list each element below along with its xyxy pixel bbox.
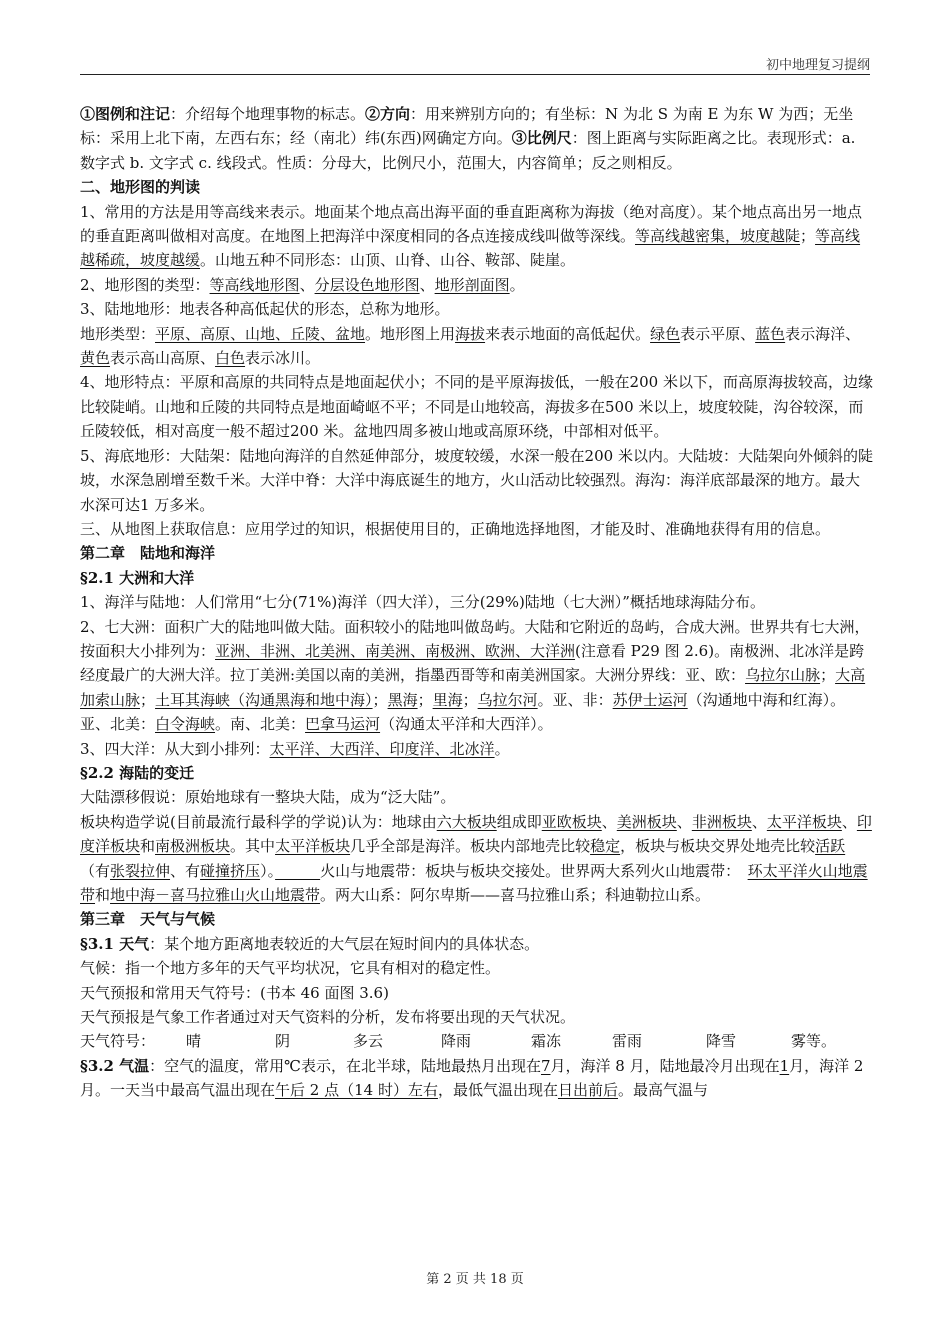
underlined-text: 绿色 [650,324,681,343]
underlined-text: 1 [779,1056,790,1075]
section-heading-2-1: §2.1 大洲和大洋 [80,568,195,587]
paragraph-landform-features [80,370,874,443]
weather-symbols-label: 天气符号： [80,1032,156,1051]
paragraph-map-information [80,517,874,541]
text-run: 三、从地图上获取信息：应用学过的知识，根据使用目的，正确地选择地图，才能及时、准确地获得有用的信息。 [80,519,831,538]
underlined-text: 大高加索山脉 [80,666,866,709]
text-run: ，板块与板块交界处地壳比较 [620,837,816,856]
text-run: 和 [95,886,111,904]
underlined-text: 地中海－喜马拉雅山火山地震带 [110,886,321,904]
paragraph-landform-types [80,322,874,371]
text-run: 地形类型： [80,324,156,343]
text-run: 和 [140,837,156,856]
text-run: 2、七大洲：面积广大的陆地叫做大陆。面积较小的陆地叫做岛屿。大陆和它附近的岛屿，合成大洲。世界共有七大洲，按面积大小排列为： [80,617,870,660]
weather-symbols-line [80,1029,874,1053]
text-run: ：用来辨别方向的；有坐标：N 为北 S 为南 E 为东 W 为西；无坐标：采用上北下南，左西右东；经（南北）纬(东西)网确定方向。 [80,105,854,148]
text-run: 5、海底地形：大陆架：陆地向海洋的自然延伸部分，坡度较缓，水深一般在200 米以内。大陆坡：大陆架向外倾斜的陡坡，水深急剧增至数千米。大洋中脊：大洋中海底诞生的地方，火山活动比较强烈。海沟：海洋底部最深的地方。最大水深可达1 万多米。 [80,446,873,514]
underlined-text: 土耳其海峡（沟通黑海和地中海） [155,690,373,709]
paragraph-map-types [80,273,874,297]
text-run: 。其中 [230,837,276,856]
underlined-text [275,862,320,880]
underlined-text: 地形剖面图 [434,275,510,294]
text-run: 表示海洋、 [785,324,861,343]
underlined-text: 稳定 [590,837,621,856]
text-run: 气候：指一个地方多年的天气平均状况，它具有相对的稳定性。 [80,959,501,978]
chapter-heading-3: 第三章 天气与气候 [80,910,216,929]
text-run: 天气预报是气象工作者通过对天气资料的分析，发布将要出现的天气状况。 [80,1008,576,1027]
text-run: 几乎全部是海洋。板块内部地壳比较 [350,837,591,856]
underlined-text: 太平洋板块 [275,837,351,856]
text-run: （沟通地中海和红海）。亚、北美： [80,690,846,734]
text-run: （沟通太平洋和大西洋）。 [380,715,553,734]
underlined-text: 巴拿马运河 [305,715,381,734]
text-run: 、 [676,812,692,831]
weather-symbol-overcast: 阴 [275,1032,291,1051]
paragraph-weather-definition [80,932,874,956]
section-heading-2-2: §2.2 海陆的变迁 [80,763,195,782]
weather-symbol-frost: 霜冻 [531,1032,562,1051]
bold-text: ②方向 [365,105,411,123]
text-run: ：空气的温度，常用℃表示，在北半球，陆地最热月出现在 [149,1056,541,1075]
text-run: 大陆漂移假说：原始地球有一整块大陆，成为“泛大陆”。 [80,788,456,807]
document-body [80,102,874,1103]
text-run: 3、陆地地形：地表各种高低起伏的形态，总称为地形。 [80,300,450,319]
paragraph-sea-land-ratio [80,590,874,614]
underlined-text: 白令海峡 [155,715,216,734]
text-run: 、 [601,812,617,831]
weather-symbol-sunny: 晴 [186,1032,202,1051]
section-heading-topographic-map: 二、地形图的判读 [80,178,201,197]
underlined-text: 六大板块 [436,812,497,831]
bold-text: ①图例和注记 [80,105,171,123]
text-run: ）。 [260,861,276,880]
underlined-text: 太平洋、大西洋、印度洋、北冰洋 [269,739,495,758]
paragraph-weather-forecast [80,1005,874,1029]
underlined-text: 乌拉尔河 [477,690,538,709]
underlined-text: 美洲板块 [616,812,677,831]
underlined-text: 苏伊士运河 [612,690,688,709]
text-run: 、有 [170,861,201,880]
underlined-text: 黄色 [80,349,111,368]
underlined-text: 亚洲、非洲、北美洲、南美洲、南极洲、欧洲、大洋洲 [215,641,576,660]
page-header [80,50,870,75]
text-run: 天气预报和常用天气符号：(书本 46 面图 3.6) [80,983,389,1002]
paragraph-plate-tectonics [80,810,874,908]
weather-symbol-cloudy: 多云 [353,1032,384,1051]
page-footer: 第 2 页 共 18 页 [426,1272,524,1287]
text-run: （有 [80,861,111,880]
text-run: 。 [494,739,510,758]
text-run: ； [140,690,156,709]
text-run: 、 [299,275,315,294]
text-run: 来表示地面的高低起伏。 [485,324,651,343]
text-run: 表示高山高原、 [110,349,216,368]
text-run: 组成即 [496,812,542,831]
text-run: 表示冰川。 [245,349,321,368]
bold-text: §3.1 天气 [80,934,150,953]
underlined-text: 等高线越密集，坡度越陡 [635,227,801,246]
text-run: 。山地五种不同形态：山顶、山脊、山谷、鞍部、陡崖。 [200,251,576,270]
paragraph-seabed-landforms [80,444,874,517]
underlined-text: 分层设色地形图 [314,275,420,294]
header-title: 初中地理复习提纲 [765,58,870,73]
text-run: ，最低气温出现在 [437,1081,558,1100]
text-run: ：图上距离与实际距离之比。表现形式：a. 数字式 b. 文字式 c. 线段式。性质：分母大，比例尺小，范围大，内容简单；反之则相反。 [80,129,856,172]
underlined-text: 太平洋板块 [766,812,842,831]
text-run: 2、地形图的类型： [80,275,210,294]
weather-symbol-fog: 雾等。 [791,1032,837,1051]
underlined-text: 日出前后 [557,1081,618,1100]
underlined-text: 蓝色 [755,324,786,343]
underlined-text: 等高线地形图 [209,275,300,294]
bold-text: §3.2 气温 [80,1056,150,1075]
text-run: ：某个地方距离地表较近的大气层在短时间内的具体状态。 [149,934,540,953]
text-run: (注意看 P29 图 2.6)。南极洲、北冰洋是跨经度最广的大洲大洋。拉丁美洲:美国以南的美洲，指墨西哥等和南美洲国家。大洲分界线：亚、欧： [80,641,865,685]
text-run: ； [820,666,836,685]
text-run: 火山与地震带：板块与板块交接处。世界两大系列火山地震带： [320,861,748,880]
text-run: 。地形图上用 [365,324,456,343]
text-run: 、 [751,812,767,831]
underlined-text: 亚欧板块 [541,812,602,831]
bold-text: ③比例尺 [511,129,572,148]
paragraph-weather-forecast-symbols [80,981,874,1005]
text-run: 。两大山系：阿尔卑斯——喜马拉雅山系；科迪勒拉山系。 [320,886,711,904]
text-run: ； [800,227,816,246]
weather-symbol-rain: 降雨 [441,1032,472,1051]
underlined-text: 环太平洋火山地震带 [80,861,868,904]
underlined-text: 平原、高原、山地、丘陵、盆地 [155,324,366,343]
paragraph-map-elements [80,102,874,175]
weather-symbol-snow: 降雪 [706,1032,737,1051]
text-run: 1、海洋与陆地：人们常用“七分(71%)海洋（四大洋），三分(29%)陆地（七大洲）”概括地球海陆分布。 [80,593,765,612]
paragraph-contour-lines [80,200,874,273]
underlined-text: 张裂拉伸 [110,861,171,880]
underlined-text: 白色 [215,349,246,368]
weather-symbol-thunderstorm: 雷雨 [612,1032,643,1051]
underlined-text: 碰撞挤压 [200,861,261,880]
text-run: 表示平原、 [680,324,756,343]
text-run: 月，海洋 8 月，陆地最冷月出现在 [550,1056,780,1075]
text-run: ； [372,690,388,709]
underlined-text: 黑海 [387,690,418,709]
text-run: ； [417,690,433,709]
underlined-text: 等高线越稀疏，坡度越缓 [80,227,861,270]
text-run: 月，海洋 2 月。一天当中最高气温出现在 [80,1056,864,1100]
text-run: ：介绍每个地理事物的标志。 [170,105,366,123]
underlined-text: 活跃 [815,837,846,856]
text-run: 。最高气温与 [617,1081,708,1100]
underlined-text: 非洲板块 [691,812,752,831]
underlined-text: 7 [540,1056,551,1075]
paragraph-continental-drift [80,785,874,809]
text-run: 。亚、非： [537,690,613,709]
underlined-text: 南极洲板块 [155,837,231,856]
chapter-heading-2: 第二章 陆地和海洋 [80,544,216,563]
text-run: 板块构造学说(目前最流行最科学的学说)认为：地球由 [80,812,437,831]
underlined-text: 海拔 [455,324,486,343]
paragraph-landform-definition [80,297,874,321]
paragraph-climate-definition [80,956,874,980]
paragraph-four-oceans [80,737,874,761]
underlined-text: 印度洋板块 [80,812,872,856]
text-run: ； [462,690,478,709]
text-run: 4、地形特点：平原和高原的共同特点是地面起伏小；不同的是平原海拔低，一般在200 米以下，而高原海拔较高，边缘比较陡峭。山地和丘陵的共同特点是地面崎岖不平；不同是山地较高，海拔多在500 米以上，坡度较陡，沟谷较深，而丘陵较低，相对高度一般不超过200 米。盆地四周多被山地或高原环绕，中部相对低平。 [80,373,873,441]
paragraph-temperature [80,1054,874,1103]
text-run: 、 [419,275,435,294]
underlined-text: 午后 2 点（14 时）左右 [275,1081,438,1100]
text-run: 3、四大洋：从大到小排列： [80,739,270,758]
underlined-text: 乌拉尔山脉 [745,666,821,685]
text-run: 。南、北美： [215,715,306,734]
paragraph-seven-continents [80,615,874,737]
text-run: 。 [509,275,525,294]
text-run: 、 [841,812,857,831]
underlined-text: 里海 [432,690,463,709]
text-run: 1、常用的方法是用等高线来表示。地面某个地点高出海平面的垂直距离称为海拔（绝对高度）。某个地点高出另一地点的垂直距离叫做相对高度。在地图上把海洋中深度相同的各点连接成线叫做等深线。 [80,202,863,246]
